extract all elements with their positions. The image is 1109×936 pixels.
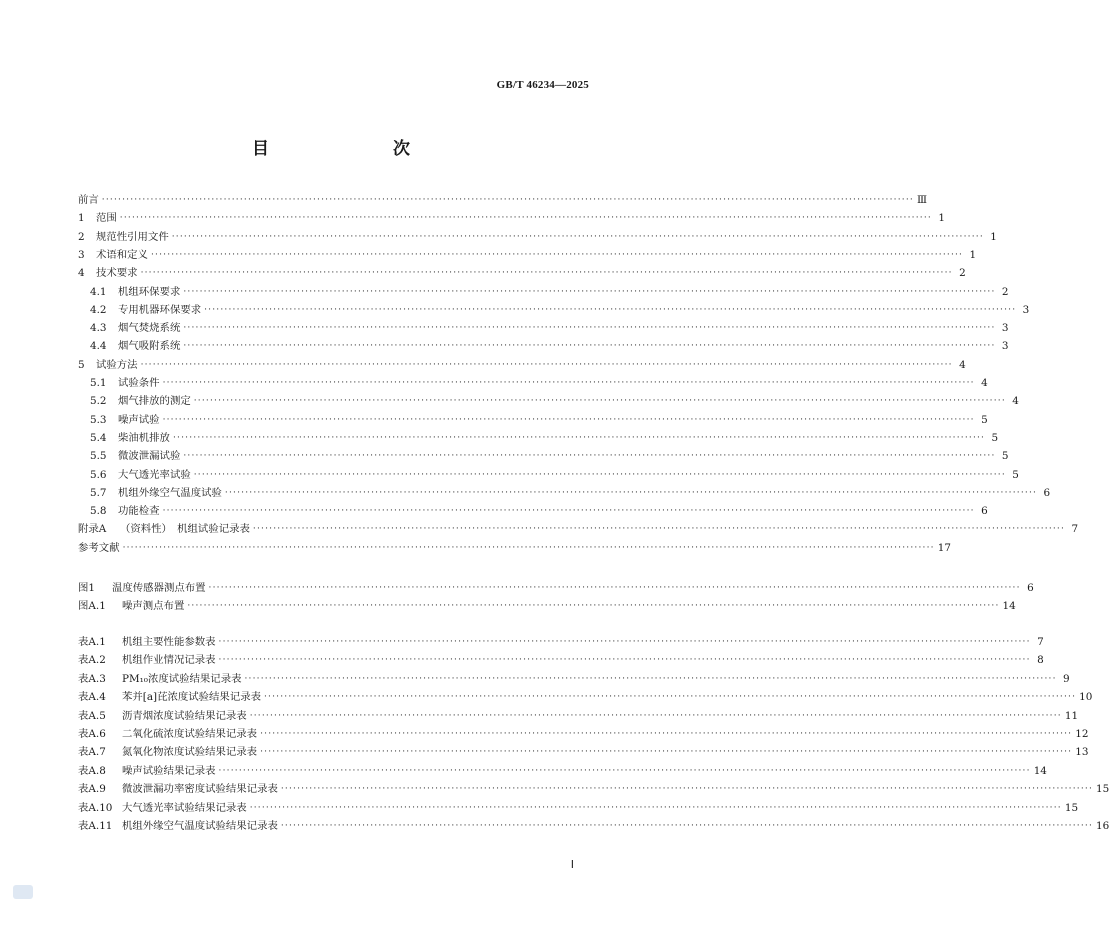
toc-entry-page: 4	[981, 377, 988, 389]
toc-entry-label: 术语和定义	[96, 248, 148, 261]
dot-leader: ········································································································································································································	[264, 692, 1077, 703]
dot-leader: ········································································································································································································	[208, 583, 1021, 593]
table-entry-number: 表A.11	[78, 820, 113, 832]
toc-entry-page: 1	[969, 248, 977, 261]
toc-entry-label: 试验方法	[96, 358, 138, 371]
toc-entry-label: 试验条件	[118, 377, 160, 389]
table-entry[interactable]	[78, 800, 1079, 816]
toc-entry-page: 5	[991, 431, 999, 444]
table-entry-label: 噪声试验结果记录表	[122, 764, 216, 777]
toc-entry[interactable]	[78, 192, 927, 208]
table-entry-label: 沥青烟浓度试验结果记录表	[122, 709, 247, 722]
table-entry[interactable]	[78, 689, 1093, 705]
figure-entry-label: 温度传感器测点布置	[112, 582, 206, 594]
toc-entry[interactable]	[90, 412, 988, 428]
toc-entry-page: 7	[1071, 523, 1079, 536]
toc-entry-page: 6	[981, 505, 988, 518]
dot-leader: ········································································································································································································	[193, 396, 1006, 407]
table-entry-number: 表A.3	[78, 672, 106, 685]
toc-entry-page: 3	[1001, 340, 1009, 353]
table-entry-number: 表A.10	[78, 801, 113, 814]
watermark-logo-icon	[13, 885, 33, 899]
figure-entry-number: 图1	[78, 582, 96, 594]
figure-entry-page: 14	[1002, 600, 1016, 613]
table-entry-page: 14	[1033, 764, 1047, 777]
toc-entry[interactable]	[78, 247, 977, 263]
page-title: 目 次	[252, 139, 440, 159]
table-entry-label: 机组外缘空气温度试验结果记录表	[122, 820, 278, 832]
figure-entry[interactable]	[78, 598, 1016, 614]
table-entry[interactable]	[78, 634, 1044, 650]
dot-leader: ········································································································································································································	[162, 378, 975, 388]
table-entry-label: 大气透光率试验结果记录表	[122, 801, 247, 814]
toc-entry-page: 5	[1001, 450, 1009, 463]
toc-entry-page: 1	[938, 212, 945, 225]
dot-leader: ········································································································································································································	[260, 747, 1073, 758]
dot-leader: ········································································································································································································	[218, 655, 1031, 666]
table-entry-label: 微波泄漏功率密度试验结果记录表	[122, 783, 278, 796]
dot-leader: ········································································································································································································	[140, 268, 953, 279]
toc-entry-page: 17	[937, 541, 951, 554]
dot-leader: ········································································································································································································	[140, 359, 953, 370]
toc-entry-page: 4	[1012, 395, 1019, 408]
toc-entry[interactable]	[78, 521, 1079, 537]
toc-entry[interactable]	[90, 467, 1019, 483]
toc-entry[interactable]	[90, 302, 1030, 318]
dot-leader: ········································································································································································································	[218, 765, 1031, 776]
dot-leader: ········································································································································································································	[252, 524, 1066, 535]
table-entry-page: 15	[1096, 783, 1109, 796]
table-entry[interactable]	[78, 818, 1109, 834]
table-entry-label: 氮氧化物浓度试验结果记录表	[122, 746, 258, 759]
table-entry[interactable]	[78, 744, 1089, 760]
toc-entry-label: 微波泄漏试验	[118, 450, 181, 463]
toc-entry-number: 附录A	[78, 523, 107, 536]
toc-entry-label: 柴油机排放	[118, 431, 170, 444]
table-entry-number: 表A.7	[78, 746, 106, 759]
table-entry-number: 表A.1	[78, 636, 106, 648]
toc-entry-number: 5.5	[90, 450, 107, 463]
dot-leader: ········································································································································································································	[187, 601, 1000, 612]
toc-entry-label: 烟气吸附系统	[118, 340, 181, 353]
dot-leader: ········································································································································································································	[183, 451, 996, 462]
toc-entry-page: Ⅲ	[916, 194, 927, 206]
table-entry-page: 9	[1063, 672, 1070, 685]
table-entry[interactable]	[78, 652, 1044, 668]
toc-entry-label: 机组环保要求	[118, 285, 181, 298]
dot-leader: ········································································································································································································	[183, 341, 996, 352]
toc-entry[interactable]	[78, 210, 945, 226]
table-entry-label: 机组作业情况记录表	[122, 654, 216, 667]
toc-entry-label: 专用机器环保要求	[118, 303, 202, 316]
table-entry[interactable]	[78, 781, 1109, 797]
toc-entry-number: 5.7	[90, 486, 107, 499]
toc-entry-number: 5.2	[90, 395, 107, 408]
toc-entry-number: 2	[78, 230, 85, 243]
toc-entry[interactable]	[78, 357, 966, 373]
dot-leader: ········································································································································································································	[244, 673, 1057, 684]
toc-entry[interactable]	[90, 320, 1009, 336]
table-entry-page: 8	[1037, 654, 1044, 667]
dot-leader: ········································································································································································································	[172, 432, 986, 443]
toc-entry-label: 技术要求	[96, 267, 138, 280]
toc-entry[interactable]	[78, 265, 966, 281]
toc-entry-number: 4.4	[90, 340, 107, 353]
table-entry-label: 苯并[a]芘浓度试验结果记录表	[122, 691, 261, 704]
table-entry[interactable]	[78, 763, 1047, 779]
toc-entry[interactable]	[90, 430, 999, 446]
dot-leader: ········································································································································································································	[249, 710, 1062, 721]
dot-leader: ········································································································································································································	[183, 323, 996, 334]
toc-entry[interactable]	[90, 485, 1051, 501]
toc-entry-page: 3	[1001, 322, 1009, 335]
toc-entry-label: 大气透光率试验	[118, 468, 191, 481]
toc-entry[interactable]	[78, 229, 997, 245]
toc-entry-page: 5	[1012, 468, 1019, 481]
toc-entry-number: 4.3	[90, 322, 107, 335]
toc-entry-number: 5.6	[90, 468, 107, 481]
toc-entry-label: 参考文献	[78, 541, 120, 554]
dot-leader: ········································································································································································································	[204, 304, 1017, 315]
table-entry[interactable]	[78, 726, 1089, 742]
table-entry-number: 表A.6	[78, 728, 106, 740]
table-entry-number: 表A.2	[78, 654, 106, 667]
toc-entry-page: 2	[1001, 285, 1009, 298]
dot-leader: ········································································································································································································	[280, 821, 1094, 831]
table-entry-page: 16	[1096, 820, 1109, 832]
toc-entry-number: 4.2	[90, 303, 107, 316]
figure-entry-number: 图A.1	[78, 600, 106, 613]
toc-entry[interactable]	[90, 338, 1009, 354]
toc-entry-label: 机组外缘空气温度试验	[118, 486, 222, 499]
table-entry-label: 机组主要性能参数表	[122, 636, 216, 648]
table-entry-number: 表A.9	[78, 783, 106, 796]
dot-leader: ········································································································································································································	[162, 506, 975, 517]
table-entry-page: 12	[1075, 728, 1089, 740]
toc-entry-page: 1	[990, 230, 997, 243]
page-number: Ⅰ	[570, 859, 574, 871]
dot-leader: ········································································································································································································	[101, 195, 914, 205]
toc-entry-number: 4	[78, 267, 85, 280]
dot-leader: ········································································································································································································	[150, 249, 964, 260]
toc-entry[interactable]	[78, 540, 951, 556]
toc-entry-label: 噪声试验	[118, 413, 160, 426]
dot-leader: ········································································································································································································	[249, 802, 1062, 813]
toc-entry[interactable]	[90, 448, 1009, 464]
figure-entry-page: 6	[1027, 582, 1034, 594]
dot-leader: ········································································································································································································	[260, 729, 1073, 739]
table-entry-number: 表A.4	[78, 691, 106, 704]
dot-leader: ········································································································································································································	[162, 414, 975, 425]
toc-entry-number: 5.4	[90, 431, 107, 444]
dot-leader: ········································································································································································································	[218, 637, 1031, 647]
toc-entry-label: （资料性） 机组试验记录表	[120, 523, 250, 536]
toc-entry[interactable]	[90, 503, 988, 519]
toc-entry-page: 4	[959, 358, 966, 371]
table-entry[interactable]	[78, 708, 1079, 724]
toc-entry-label: 烟气排放的测定	[118, 395, 191, 408]
toc-entry-number: 5	[78, 358, 85, 371]
toc-entry-page: 2	[959, 267, 966, 280]
dot-leader: ········································································································································································································	[280, 784, 1094, 795]
table-entry-number: 表A.8	[78, 764, 106, 777]
toc-entry[interactable]	[90, 375, 988, 391]
table-entry-page: 10	[1079, 691, 1093, 704]
toc-entry-page: 5	[981, 413, 988, 426]
toc-entry-label: 范围	[96, 212, 117, 225]
toc-entry-label: 规范性引用文件	[96, 230, 169, 243]
dot-leader: ········································································································································································································	[224, 487, 1038, 498]
toc-entry[interactable]	[90, 284, 1009, 300]
toc-entry-number: 5.1	[90, 377, 107, 389]
toc-entry-number: 1	[78, 212, 85, 225]
table-entry[interactable]	[78, 671, 1070, 687]
dot-leader: ········································································································································································································	[193, 469, 1006, 480]
table-entry-label: PM₁₀浓度试验结果记录表	[122, 672, 242, 685]
toc-entry-label: 功能检查	[118, 505, 160, 518]
toc-entry-number: 5.8	[90, 505, 107, 518]
dot-leader: ········································································································································································································	[119, 213, 932, 224]
figure-entry-label: 噪声测点布置	[122, 600, 185, 613]
toc-entry-page: 6	[1043, 486, 1051, 499]
standard-code: GB/T 46234—2025	[496, 79, 589, 91]
table-entry-page: 11	[1064, 709, 1079, 722]
table-entry-page: 13	[1075, 746, 1089, 759]
toc-entry-number: 4.1	[90, 285, 107, 298]
dot-leader: ········································································································································································································	[171, 231, 984, 242]
table-entry-page: 15	[1064, 801, 1079, 814]
toc-entry-page: 3	[1022, 303, 1030, 316]
dot-leader: ········································································································································································································	[183, 286, 996, 297]
toc-entry-number: 5.3	[90, 413, 107, 426]
toc-entry-label: 烟气焚烧系统	[118, 322, 181, 335]
table-entry-label: 二氧化硫浓度试验结果记录表	[122, 728, 258, 740]
table-entry-number: 表A.5	[78, 709, 106, 722]
toc-entry-number: 3	[78, 248, 85, 261]
toc-entry[interactable]	[90, 393, 1019, 409]
figure-entry[interactable]	[78, 580, 1034, 596]
toc-entry-label: 前言	[78, 194, 99, 206]
dot-leader: ········································································································································································································	[122, 542, 935, 553]
table-entry-page: 7	[1037, 636, 1044, 648]
